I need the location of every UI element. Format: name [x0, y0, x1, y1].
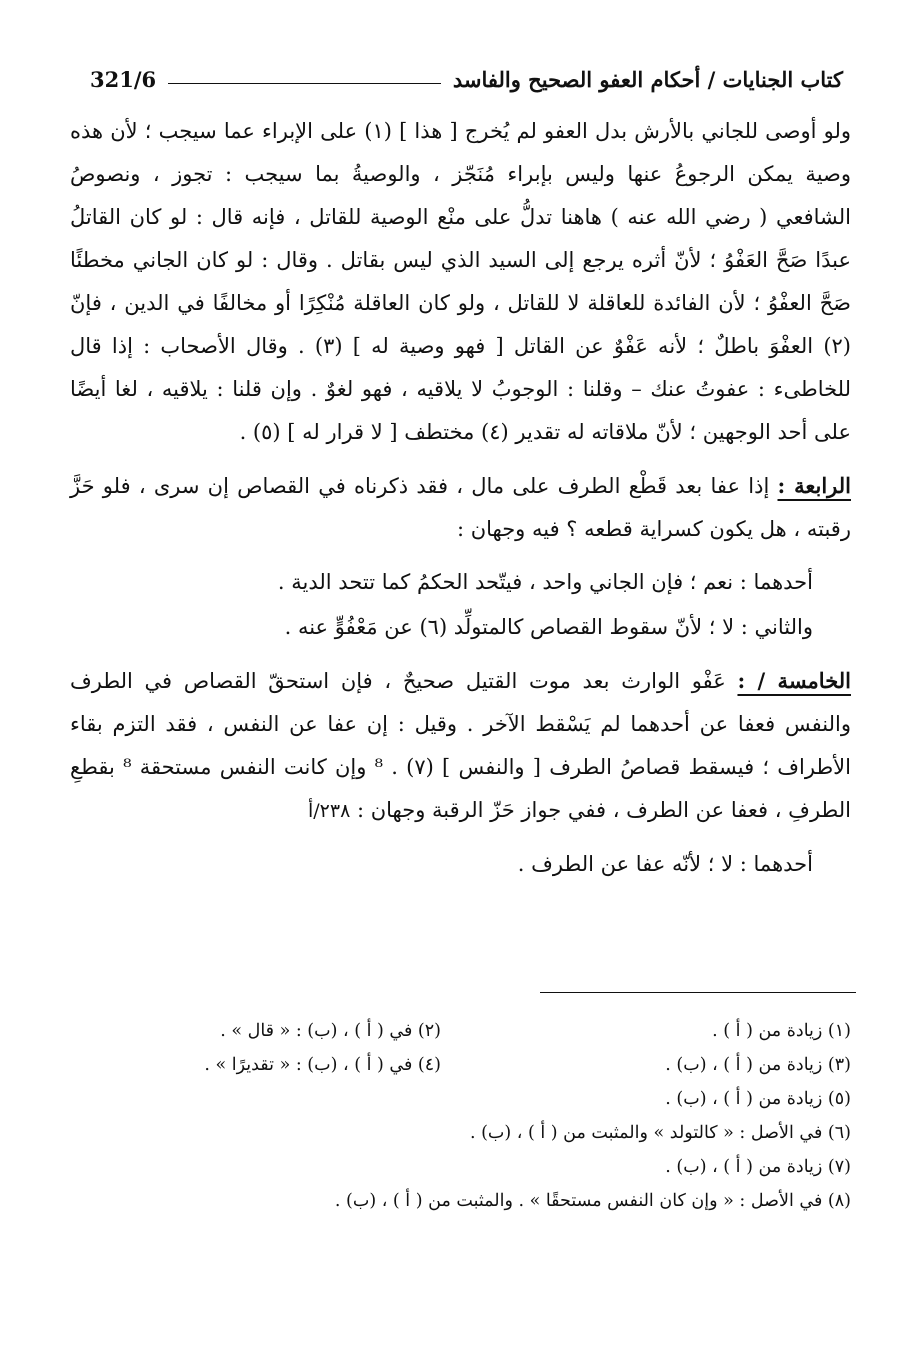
section-label-khamisa: الخامسة / :: [737, 668, 851, 693]
footnote-5: (٥) زيادة من ( أ ) ، (ب) .: [665, 1089, 851, 1109]
paragraph-khamisa: [70, 659, 851, 833]
paragraph-first-view: أحدهما : نعم ؛ فإن الجاني واحد ، فيتّحد الحكمُ كما تتحد الدية .: [277, 570, 813, 594]
page-number: 321/6: [90, 67, 157, 92]
footnote-separator: [540, 992, 856, 993]
paragraph-rabia-text: إذا عفا بعد قَطْع الطرف على مال ، فقد ذكرناه في القصاص إن سرى ، فلو حَزَّ رقبته ، هل يكون كسراية قطعه ؟ فيه وجهان :: [70, 474, 851, 541]
footnote-row: [150, 1014, 851, 1048]
manuscript-folio-ref: ٢٣٨/أ: [307, 800, 351, 822]
footnote-1: (١) زيادة من ( أ ) .: [712, 1021, 851, 1041]
running-header: [90, 52, 843, 92]
footnote-4: (٤) في ( أ ) ، (ب) : « تقديرًا » .: [204, 1055, 441, 1075]
paragraph-khamisa-text: عَفْو الوارث بعد موت القتيل صحيحٌ ، فإن استحقّ القصاص في الطرف والنفس فعفا عن أحدهما لم يَسْقط الآخر . وقيل : إن عفا عن النفس ، فقد التزم بقاء الأطراف ؛ فيسقط قصاصُ الطرف [ والنفس ] (٧) . ⁸ وإن كانت النفس مستحقة ⁸ بقطعِ الطرفِ ، فعفا عن الطرف ، ففي جواز حَزّ الرقبة وجهان :: [70, 669, 851, 822]
footnote-7: (٧) زيادة من ( أ ) ، (ب) .: [665, 1157, 851, 1177]
footnote-row: [150, 1048, 851, 1082]
section-label-rabia: الرابعة :: [777, 473, 851, 498]
footnotes: [150, 1014, 851, 1218]
header-title: كتاب الجنايات / أحكام العفو الصحيح والفاسد: [452, 67, 843, 92]
paragraph-1: ولو أوصى للجاني بالأرش بدل العفو لم يُخرج [ هذا ] (١) على الإبراء عما سيجب ؛ لأن هذه وصية يمكن الرجوعُ عنها وليس بإبراء مُنَجّز ، والوصيةُ بما سيجب : تجوز ، ونصوصُ الشافعي ( رضي الله عنه ) هاهنا تدلُّ على منْع الوصية للقاتل ، فإنه قال : لو كان القاتلُ عبدًا صَحَّ العَفْوُ ؛ لأنّ أثره يرجع إلى السيد الذي ليس بقاتل . وقال : لو كان الجاني مخطئًا صَحَّ العفْوُ ؛ لأن الفائدة للعاقلة لا للقاتل ، ولو كان العاقلة مُنْكِرًا أو مخالفًا في الدين ، فإنّ (٢) العفْوَ باطلٌ ؛ لأنه عَفْوٌ عن القاتل [ فهو وصية له ] (٣) . وقال الأصحاب : إذا قال للخاطىء : عفوتُ عنك – وقلنا : الوجوبُ لا يلاقيه ، فهو لغوٌ . وإن قلنا : يلاقيه ، لغا أيضًا على أحد الوجهين ؛ لأنّ ملاقاته له تقدير (٤) مختطف [ لا قرار له ] (٥) .: [70, 119, 852, 444]
header-rule: [168, 83, 441, 84]
footnote-8: (٨) في الأصل : « وإن كان النفس مستحقًا » . والمثبت من ( أ ) ، (ب) .: [334, 1191, 851, 1211]
footnote-3: (٣) زيادة من ( أ ) ، (ب) .: [665, 1055, 851, 1075]
paragraph-second-view: والثاني : لا ؛ لأنّ سقوط القصاص كالمتولِّد (٦) عن مَعْفُوٍّ عنه .: [284, 615, 813, 639]
footnote-2: (٢) في ( أ ) ، (ب) : « قال » .: [220, 1021, 441, 1041]
paragraph-rabia: [70, 464, 851, 551]
paragraph-first-view-2: أحدهما : لا ؛ لأنّه عفا عن الطرف .: [517, 852, 813, 876]
main-text: [70, 110, 851, 886]
footnote-6: (٦) في الأصل : « كالتولد » والمثبت من ( أ ) ، (ب) .: [469, 1123, 851, 1143]
